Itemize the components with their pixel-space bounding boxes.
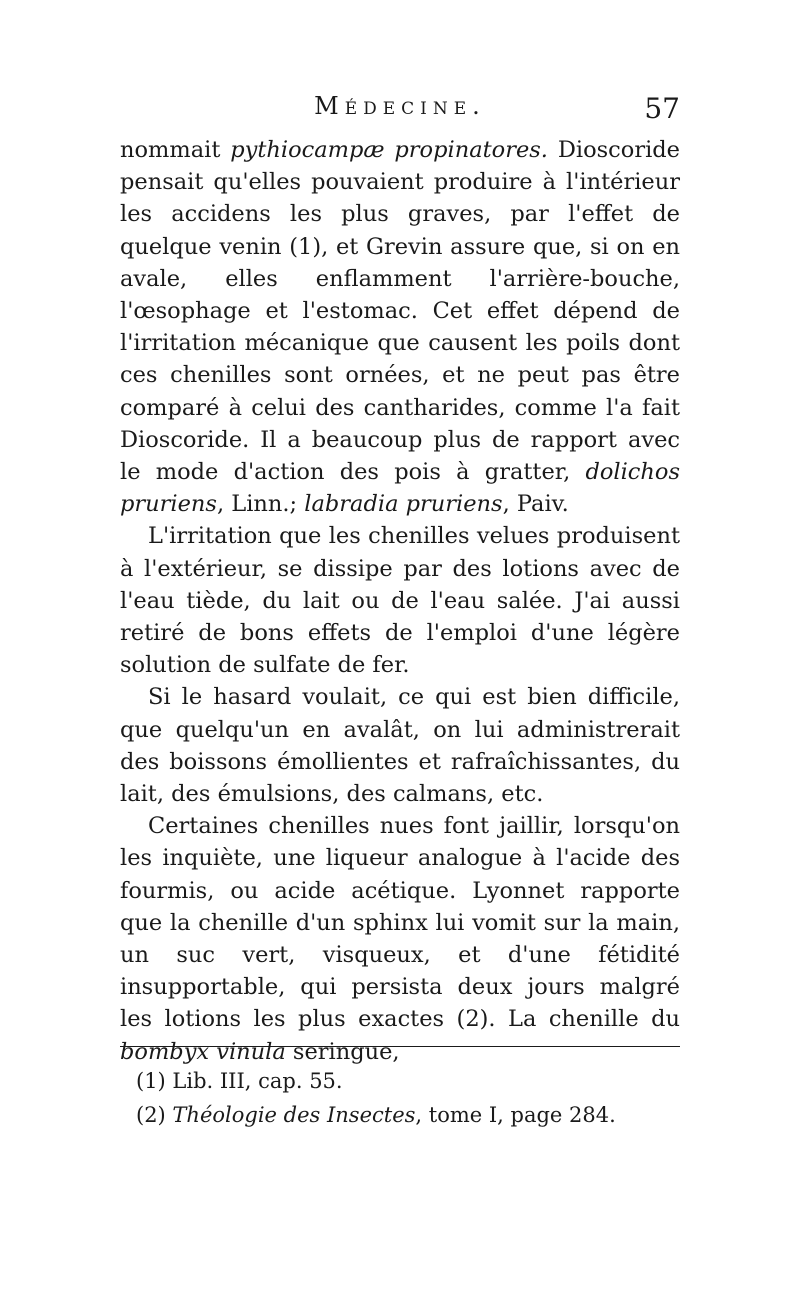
paragraph-1	[120, 134, 680, 520]
paragraph-2: L'irritation que les chenilles velues produisent à l'extérieur, se dissipe par des lotions avec de l'eau tiède, du lait ou de l'eau salée. J'ai aussi retiré de bons effets de l'emploi d'une légère solution de sulfate de fer.	[120, 523, 680, 679]
latin-term-bombyx: bombyx vinula	[120, 1038, 286, 1065]
paragraph-4-text-1: Certaines chenilles nues font jaillir, lorsqu'on les inquiète, une liqueur analogue à l'acide des fourmis, ou acide acétique. Lyonnet rapporte que la chenille d'un sphinx lui vomit sur la main, un suc vert, visqueux, et d'une fétidité insupportable, qui persista deux jours malgré les lotions les plus exactes (2). La chenille du	[120, 813, 680, 1033]
footnote-rule	[120, 1046, 680, 1047]
body-text	[120, 134, 680, 1068]
running-title: Médecine.	[314, 92, 486, 120]
footnote-2-rest: , tome I, page 284.	[415, 1103, 616, 1127]
paragraph-1-text-1: nommait	[120, 137, 231, 163]
running-head	[120, 92, 680, 132]
latin-term-labradia: labradia pruriens	[304, 491, 503, 518]
page-number: 57	[644, 92, 680, 125]
paragraph-3: Si le hasard voulait, ce qui est bien difficile, que quelqu'un en avalât, on lui administrerait des boissons émollientes et rafraîchissantes, du lait, des émulsions, des calmans, etc.	[120, 684, 680, 808]
paragraph-1-text-2: Dioscoride pensait qu'elles pouvaient produire à l'intérieur les accidens les plus graves, par l'effet de quelque venin (1), et Grevin assure que, si on en avale, elles enflamment l'arrière-bouche, l'œsophage et l'estomac. Cet effet dépend de l'irritation mécanique que causent les poils dont ces chenilles sont ornées, et ne peut pas être comparé à celui des cantharides, comme l'a fait Dioscoride. Il a beaucoup plus de rapport avec le mode d'action des pois à gratter,	[120, 137, 680, 486]
footnotes	[136, 1064, 680, 1132]
footnote-2-title: Théologie des Insectes	[172, 1103, 416, 1127]
footnote-2	[136, 1098, 680, 1132]
paragraph-1-text-3: , Linn.;	[216, 491, 305, 518]
latin-term-dolichos: dolichos pruriens	[120, 459, 680, 518]
footnote-1: (1) Lib. III, cap. 55.	[136, 1069, 343, 1093]
footnote-2-number: (2)	[136, 1103, 173, 1127]
paragraph-4	[120, 810, 680, 1068]
paragraph-1-text-4: , Paiv.	[502, 491, 569, 518]
latin-term-pythiocampae: pythiocampæ propinatores.	[230, 137, 548, 163]
paragraph-4-text-2: seringue,	[285, 1038, 400, 1065]
